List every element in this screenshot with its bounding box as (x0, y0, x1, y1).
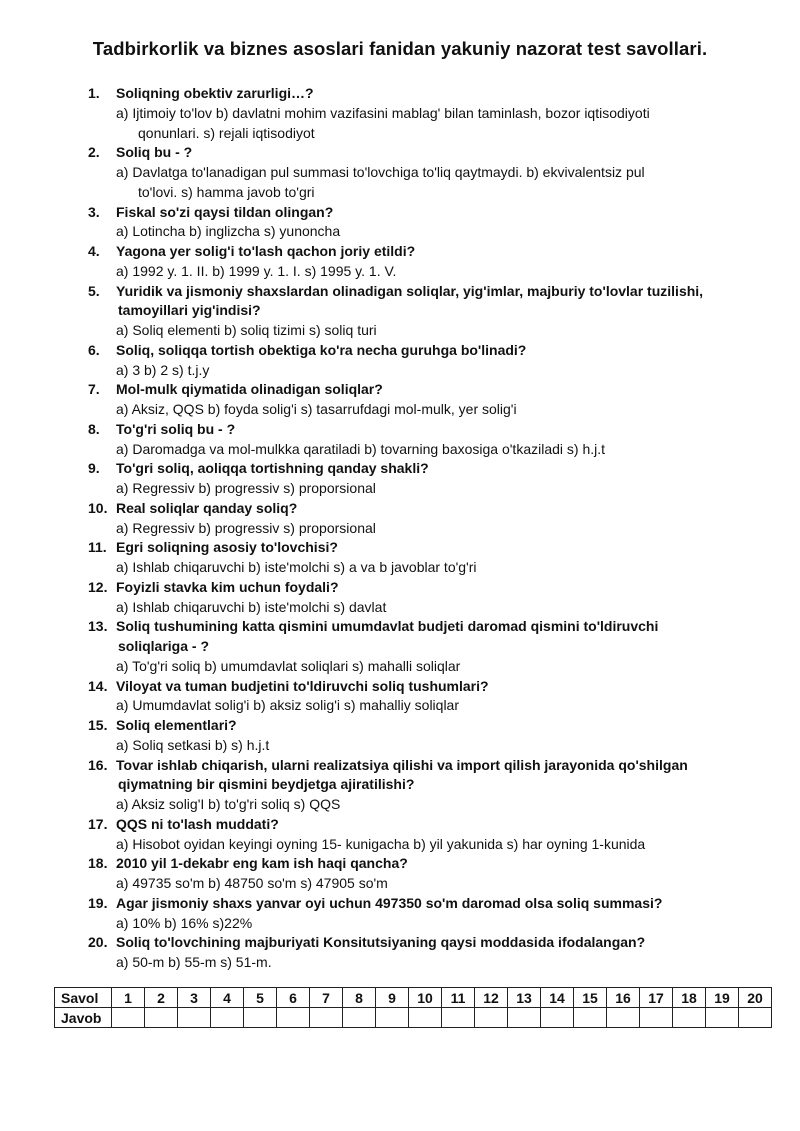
answer-options (0, 222, 800, 242)
answer-cell[interactable] (607, 1008, 640, 1028)
answer-text: a) 3 b) 2 s) t.j.y (116, 361, 210, 378)
question-number-cell: 4 (211, 988, 244, 1008)
question-text: Yuridik va jismoniy shaxslardan olinadigan soliqlar, yig'imlar, majburiy to'lovlar tuzilishi, (116, 282, 704, 299)
answer-text: a) To'g'ri soliq b) umumdavlat soliqlari s) mahalli soliqlar (116, 657, 461, 674)
answer-options (0, 262, 800, 282)
question-number: 9. (88, 460, 100, 477)
question-number: 10. (88, 499, 108, 516)
answer-text: a) Ishlab chiqaruvchi b) iste'molchi s) davlat (116, 598, 387, 615)
answer-cell[interactable] (376, 1008, 409, 1028)
answer-options (0, 696, 800, 716)
question-number-cell: 1 (112, 988, 145, 1008)
answer-cell[interactable] (706, 1008, 739, 1028)
answer-options (0, 835, 800, 855)
question-row (0, 380, 800, 400)
question-continuation (0, 775, 800, 795)
answer-text: a) Hisobot oyidan keyingi oyning 15- kunigacha b) yil yakunida s) har oyning 1-kunida (116, 835, 646, 852)
table-row-javob (55, 1008, 772, 1028)
answer-cell[interactable] (112, 1008, 145, 1028)
question-row (0, 578, 800, 598)
answer-options (0, 321, 800, 341)
question-number: 14. (88, 677, 108, 694)
answer-cell[interactable] (442, 1008, 475, 1028)
question-number-cell: 7 (310, 988, 343, 1008)
question-number-cell: 12 (475, 988, 508, 1008)
answer-cell[interactable] (244, 1008, 277, 1028)
answer-cell[interactable] (145, 1008, 178, 1028)
answer-cell[interactable] (178, 1008, 211, 1028)
answer-options (0, 657, 800, 677)
answer-options (0, 914, 800, 934)
question-continuation (0, 637, 800, 657)
question-number: 20. (88, 934, 108, 951)
question-row (0, 242, 800, 262)
answer-options (0, 104, 800, 124)
question-row (0, 894, 800, 914)
answer-text: a) Regressiv b) progressiv s) proporsional (116, 480, 376, 496)
answer-cell[interactable] (739, 1008, 772, 1028)
answer-cell[interactable] (508, 1008, 541, 1028)
question-row (0, 815, 800, 835)
question-list (0, 84, 800, 973)
question-text: Agar jismoniy shaxs yanvar oyi uchun 497350 so'm daromad olsa soliq summasi? (116, 894, 663, 911)
question-number: 15. (88, 717, 108, 733)
question-text: Viloyat va tuman budjetini to'ldiruvchi soliq tushumlari? (116, 677, 489, 694)
question-number-cell: 18 (673, 988, 706, 1008)
page-title: Tadbirkorlik va biznes asoslari fanidan yakuniy nazorat test savollari. (92, 38, 708, 59)
question-number: 6. (88, 341, 100, 358)
answer-options (0, 163, 800, 183)
question-row (0, 538, 800, 558)
answer-options (0, 874, 800, 894)
answer-options (0, 558, 800, 578)
question-text: To'gri soliq, aoliqqa tortishning qanday shakli? (116, 460, 429, 477)
question-number: 1. (88, 85, 100, 101)
answer-continuation (0, 183, 800, 203)
answer-options (0, 440, 800, 460)
question-number-cell: 14 (541, 988, 574, 1008)
question-text: Soliq, soliqqa tortish obektiga ko'ra necha guruhga bo'linadi? (116, 341, 527, 358)
question-number-cell: 11 (442, 988, 475, 1008)
question-text: tamoyillari yig'indisi? (118, 302, 261, 319)
answer-options (0, 795, 800, 815)
question-number-cell: 19 (706, 988, 739, 1008)
answer-text: a) 10% b) 16% s)22% (116, 914, 253, 931)
question-text: Real soliqlar qanday soliq? (116, 499, 298, 516)
question-row (0, 420, 800, 440)
question-number-cell: 2 (145, 988, 178, 1008)
answer-text: a) 1992 y. 1. II. b) 1999 y. 1. I. s) 1995 y. 1. V. (116, 262, 397, 279)
question-number-cell: 9 (376, 988, 409, 1008)
answer-cell[interactable] (640, 1008, 673, 1028)
question-number-cell: 6 (277, 988, 310, 1008)
question-number-cell: 8 (343, 988, 376, 1008)
answer-text: a) Lotincha b) inglizcha s) yunoncha (116, 223, 341, 240)
question-number-cell: 16 (607, 988, 640, 1008)
answer-cell[interactable] (409, 1008, 442, 1028)
answer-text: a) Ishlab chiqaruvchi b) iste'molchi s) a va b javoblar to'g'ri (116, 559, 477, 575)
question-row (0, 933, 800, 953)
row-label-savol: Savol (55, 988, 112, 1008)
question-number: 12. (88, 578, 108, 595)
question-text: Soliq bu - ? (116, 144, 193, 161)
answer-text: to'lovi. s) hamma javob to'gri (138, 183, 315, 200)
question-row (0, 84, 800, 104)
question-row (0, 756, 800, 776)
question-row (0, 203, 800, 223)
answer-text: a) Davlatga to'lanadigan pul summasi to'lovchiga to'liq qaytmaydi. b) ekvivalentsiz pul (116, 164, 645, 180)
answer-text: qonunlari. s) rejali iqtisodiyot (138, 124, 315, 141)
question-number: 4. (88, 243, 100, 259)
question-text: Soliq tushumining katta qismini umumdavlat budjeti daromad qismini to'ldiruvchi (116, 618, 659, 635)
question-text: Mol-mulk qiymatida olinadigan soliqlar? (116, 381, 383, 398)
answer-text: a) Soliq setkasi b) s) h.j.t (116, 736, 270, 753)
answer-cell[interactable] (343, 1008, 376, 1028)
question-number: 18. (88, 855, 108, 872)
question-number-cell: 15 (574, 988, 607, 1008)
answer-text: a) Aksiz solig'I b) to'g'ri soliq s) QQS (116, 796, 341, 812)
answer-text: a) Regressiv b) progressiv s) proporsional (116, 519, 376, 536)
question-row (0, 677, 800, 697)
answer-cell[interactable] (475, 1008, 508, 1028)
answer-text: a) 49735 so'm b) 48750 so'm s) 47905 so'm (116, 875, 388, 891)
answer-cell[interactable] (673, 1008, 706, 1028)
question-number: 2. (88, 144, 100, 161)
question-number-cell: 10 (409, 988, 442, 1008)
answer-options (0, 361, 800, 381)
question-number: 8. (88, 420, 100, 437)
answer-options (0, 400, 800, 420)
question-number-cell: 17 (640, 988, 673, 1008)
question-continuation (0, 301, 800, 321)
question-text: Fiskal so'zi qaysi tildan olingan? (116, 203, 334, 220)
question-row (0, 459, 800, 479)
question-row (0, 854, 800, 874)
answer-text: a) Daromadga va mol-mulkka qaratiladi b) tovarning baxosiga o'tkaziladi s) h.j.t (116, 440, 606, 457)
answer-options (0, 519, 800, 539)
answer-text: a) 50-m b) 55-m s) 51-m. (116, 954, 272, 970)
question-number: 7. (88, 381, 100, 398)
answer-text: a) Ijtimoiy to'lov b) davlatni mohim vazifasini mablag' bilan taminlash, bozor iqtisodiyoti (116, 104, 650, 121)
answer-text: a) Umumdavlat solig'i b) aksiz solig'i s) mahalliy soliqlar (116, 697, 460, 714)
answer-cell[interactable] (277, 1008, 310, 1028)
question-text: Soliqning obektiv zarurligi…? (116, 85, 314, 101)
question-row (0, 499, 800, 519)
answer-text: a) Aksiz, QQS b) foyda solig'i s) tasarrufdagi mol-mulk, yer solig'i (116, 401, 517, 417)
question-text: Yagona yer solig'i to'lash qachon joriy etildi? (116, 243, 416, 259)
question-number-cell: 13 (508, 988, 541, 1008)
question-number-cell: 20 (739, 988, 772, 1008)
table-row-savol (55, 988, 772, 1008)
row-label-javob: Javob (55, 1008, 112, 1028)
question-row (0, 617, 800, 637)
question-number-cell: 5 (244, 988, 277, 1008)
question-row (0, 282, 800, 302)
question-text: Soliq elementlari? (116, 717, 237, 733)
question-text: To'g'ri soliq bu - ? (116, 420, 236, 437)
answer-cell[interactable] (211, 1008, 244, 1028)
question-number: 11. (88, 539, 107, 556)
question-number: 5. (88, 282, 100, 299)
question-number: 16. (88, 756, 108, 773)
question-text: Egri soliqning asosiy to'lovchisi? (116, 539, 338, 556)
question-text: QQS ni to'lash muddati? (116, 815, 279, 832)
answer-options (0, 736, 800, 756)
question-text: 2010 yil 1-dekabr eng kam ish haqi qancha? (116, 855, 408, 872)
question-number: 3. (88, 203, 100, 220)
answer-text: a) Soliq elementi b) soliq tizimi s) soliq turi (116, 322, 377, 338)
question-row (0, 143, 800, 163)
answer-sheet-table (54, 987, 772, 1028)
question-number: 17. (88, 815, 108, 832)
answer-options (0, 953, 800, 973)
answer-options (0, 598, 800, 618)
question-text: Tovar ishlab chiqarish, ularni realizatsiya qilishi va import qilish jarayonida qo'shilgan (116, 756, 688, 773)
answer-cell[interactable] (541, 1008, 574, 1028)
question-text: Soliq to'lovchining majburiyati Konsitutsiyaning qaysi moddasida ifodalangan? (116, 934, 646, 951)
answer-cell[interactable] (310, 1008, 343, 1028)
question-number-cell: 3 (178, 988, 211, 1008)
answer-continuation (0, 124, 800, 144)
question-row (0, 716, 800, 736)
question-text: qiymatning bir qismini beydjetga ajiratilishi? (118, 776, 415, 793)
answer-cell[interactable] (574, 1008, 607, 1028)
question-number: 13. (88, 618, 108, 635)
question-text: soliqlariga - ? (118, 638, 210, 654)
answer-options (0, 479, 800, 499)
question-row (0, 341, 800, 361)
question-text: Foyizli stavka kim uchun foydali? (116, 578, 339, 595)
question-number: 19. (88, 894, 108, 911)
